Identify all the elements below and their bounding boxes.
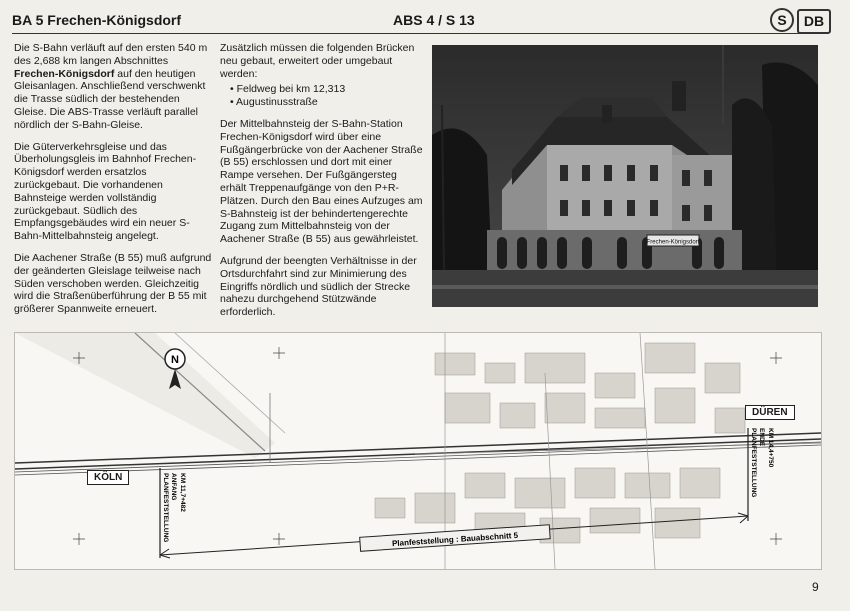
- line-title: ABS 4 / S 13: [393, 12, 475, 28]
- map-drawing: [15, 333, 821, 569]
- station-building-image: [432, 45, 818, 307]
- station-sign: Frechen-Königsdorf: [646, 239, 700, 246]
- paragraph-walls: Aufgrund der beengten Verhältnisse in der Ortsdurchfahrt sind zur Minimierung des Eingriffs nördlich und südlich der Strecke nahezu durchgehend Stützwände erforderlich.: [220, 254, 417, 319]
- end-label-2: PLANFESTSTELLUNG: [750, 428, 757, 498]
- section-banner: Planfeststellung : Bauabschnitt 5: [391, 530, 519, 549]
- end-label: ENDE: [758, 428, 765, 447]
- start-label-2: PLANFESTSTELLUNG: [162, 473, 169, 543]
- text-column-middle: [220, 42, 425, 328]
- start-label: ANFANG: [170, 473, 177, 501]
- paragraph-bridges: Zusätzlich müssen die folgenden Brücken neu gebaut, erweitert oder umgebaut werden:: [220, 42, 415, 80]
- start-km: KM 11,7+482: [179, 473, 186, 512]
- sign-koeln: KÖLN: [87, 470, 129, 485]
- paragraph-road: Die Aachener Straße (B 55) muß aufgrund der geänderten Gleislage teilweise nach Süden verschoben werden. Gleichzeitig wird die Straßenüberführung der B 55 mit größerer Spannweite erneuert.: [14, 251, 212, 316]
- end-km: KM 14,4+750: [767, 428, 774, 468]
- paragraph-platform: Der Mittelbahnsteig der S-Bahn-Station Frechen-Königsdorf wird über eine Fußgängerbrücke von der Aachener Straße (B 55) erschlossen und dort mit einer Rampe versehen. Der Fußgängersteg erhält Treppenaufgänge von den P+R-Plätzen. Durch den Bau eines Aufzuges am S-Bahnsteig ist der behindertengerechte Zugang zum Mittelbahnsteig von der Aachener Straße (B 55) aus gewährleistet.: [220, 117, 423, 246]
- page-header: [12, 6, 825, 36]
- db-logo-icon: DB: [797, 9, 831, 34]
- section-title: BA 5 Frechen-Königsdorf: [12, 12, 182, 28]
- paragraph-intro: Die S-Bahn verläuft auf den ersten 540 m des 2,688 km langen Abschnittes Frechen-Königsdorf auf den heutigen Gleisanlagen. Anschließend verschwenkt die Trasse südlich der bestehenden Gleise. Die ABS-Trasse verläuft parallel nördlich der S-Bahn-Gleise.: [14, 42, 208, 131]
- sign-dueren: DÜREN: [745, 405, 795, 420]
- page-number: 9: [812, 580, 819, 594]
- bridge-list: [220, 83, 425, 109]
- list-item: • Feldweg bei km 12,313: [230, 83, 425, 96]
- bold-station-name: Frechen-Königsdorf: [14, 67, 115, 80]
- text-column-left: [14, 42, 212, 325]
- north-arrow-icon: N: [171, 354, 179, 366]
- paragraph-tracks: Die Güterverkehrsgleise und das Überholungsgleis im Bahnhof Frechen-Königsdorf werden ersatzlos zurückgebaut. Die vorhandenen Bahnsteige werden vollständig zurückgebaut. Südlich des Empfangsgebäudes wird ein neuer S-Bahn-Mittelbahnsteig angelegt.: [14, 140, 197, 243]
- s-bahn-logo-icon: S: [770, 8, 794, 32]
- route-map: [14, 332, 822, 570]
- station-photo: [432, 45, 818, 307]
- header-rule: [12, 33, 807, 34]
- list-item: • Augustinusstraße: [230, 96, 425, 109]
